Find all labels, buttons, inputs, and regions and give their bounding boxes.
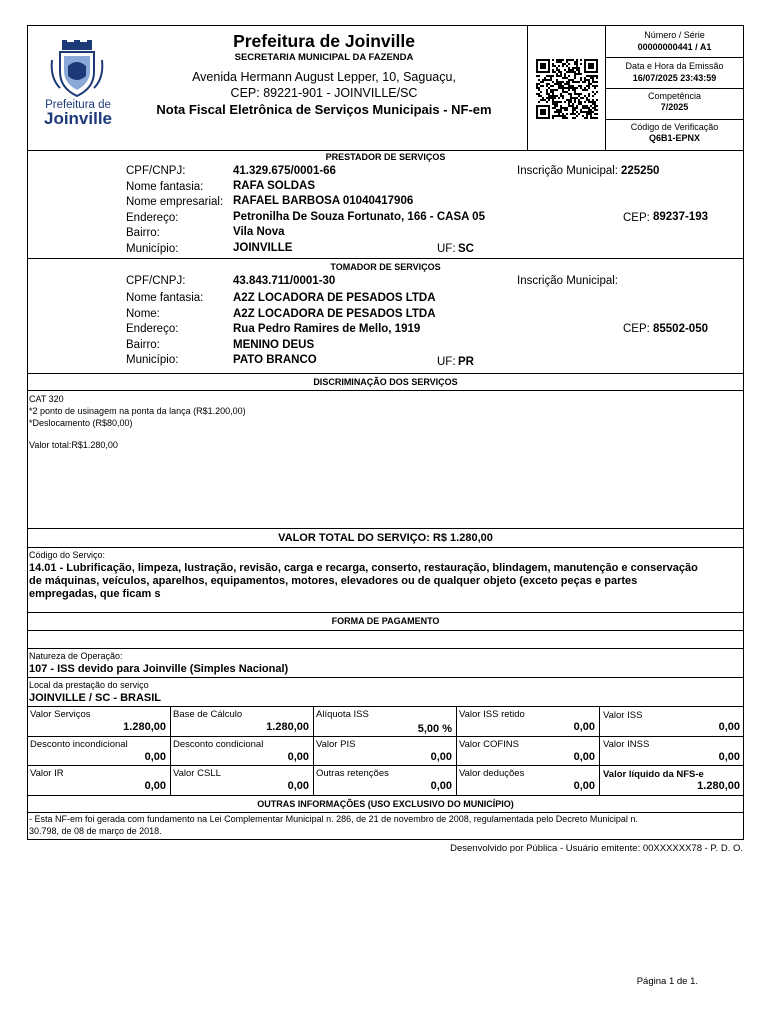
- header-subtitle: SECRETARIA MUNICIPAL DA FAZENDA: [234, 52, 414, 63]
- valor-csll-value: 0,00: [287, 780, 309, 792]
- data-emissao-value: 16/07/2025 23:43:59: [632, 73, 717, 83]
- discriminacao-section-title: DISCRIMINAÇÃO DOS SERVIÇOS: [313, 377, 458, 387]
- desconto-condicional-value: 0,00: [287, 751, 309, 763]
- outras-retencoes-label: Outras retenções: [316, 768, 389, 779]
- document-title: Nota Fiscal Eletrônica de Serviços Municipais - NF-em: [156, 102, 492, 117]
- header-title: Prefeitura de Joinville: [233, 31, 415, 51]
- codigo-verificacao-value: Q6B1-EPNX: [648, 133, 701, 143]
- valor-total-servico: VALOR TOTAL DO SERVIÇO: R$ 1.280,00: [278, 532, 493, 544]
- valor-pis-value: 0,00: [430, 751, 452, 763]
- outras-informacoes-line1: - Esta NF-em foi gerada com fundamento na Lei Complementar Municipal n. 286, de 21 de novembro de 2008, regulamentada pelo Decreto Municipal n.: [29, 814, 638, 824]
- tomador-endereco-label: Endereço:: [126, 323, 179, 335]
- valor-cofins-value: 0,00: [573, 751, 595, 763]
- prestador-fantasia-value: RAFA SOLDAS: [233, 180, 315, 192]
- footer-developer: Desenvolvido por Pública - Usuário emitente: 00XXXXXX78 - P. D. O.: [450, 843, 743, 854]
- tomador-cpf-label: CPF/CNPJ:: [126, 275, 186, 287]
- discriminacao-line4: Valor total:R$1.280,00: [29, 440, 118, 450]
- prestador-endereco-label: Endereço:: [126, 212, 179, 224]
- prestador-im-label: Inscrição Municipal:: [517, 165, 618, 177]
- qr-code: [536, 59, 598, 119]
- header-address-line1: Avenida Hermann August Lepper, 10, Saguaçu,: [192, 70, 456, 84]
- codigo-servico-line3: empregadas, que ficam s: [29, 588, 161, 600]
- aliquota-iss-label: Alíquota ISS: [316, 709, 369, 720]
- valor-iss-retido-value: 0,00: [573, 721, 595, 733]
- outras-informacoes-section-title: OUTRAS INFORMAÇÕES (USO EXCLUSIVO DO MUNICÍPIO): [257, 799, 514, 809]
- tomador-uf-label: UF:: [437, 356, 456, 368]
- base-calculo-label: Base de Cálculo: [173, 709, 243, 720]
- prestador-bairro-label: Bairro:: [126, 227, 160, 239]
- prestador-im-value: 225250: [621, 165, 660, 177]
- tomador-cep-label: CEP:: [623, 323, 650, 335]
- prestador-section-title: PRESTADOR DE SERVIÇOS: [325, 152, 446, 162]
- prestador-bairro-value: Vila Nova: [233, 226, 285, 238]
- tomador-endereco-value: Rua Pedro Ramires de Mello, 1919: [233, 323, 421, 335]
- data-emissao-label: Data e Hora da Emissão: [625, 61, 724, 71]
- logo-text-line2: Joinville: [43, 109, 113, 128]
- valor-pis-label: Valor PIS: [316, 739, 356, 750]
- codigo-verificacao-label: Código de Verificação: [630, 122, 719, 132]
- tomador-cpf-value: 43.843.711/0001-30: [233, 275, 336, 287]
- natureza-operacao-value: 107 - ISS devido para Joinville (Simples Nacional): [29, 663, 289, 675]
- natureza-operacao-label: Natureza de Operação:: [29, 651, 123, 661]
- prestador-municipio-value: JOINVILLE: [233, 242, 293, 254]
- prestador-cpf-value: 41.329.675/0001-66: [233, 165, 336, 177]
- competencia-label: Competência: [647, 91, 702, 101]
- tomador-nome-label: Nome:: [126, 308, 160, 320]
- base-calculo-value: 1.280,00: [266, 721, 309, 733]
- tomador-fantasia-value: A2Z LOCADORA DE PESADOS LTDA: [233, 292, 436, 304]
- tomador-municipio-label: Município:: [126, 354, 179, 366]
- valor-servicos-value: 1.280,00: [123, 721, 166, 733]
- tomador-uf-value: PR: [458, 356, 474, 368]
- tomador-nome-value: A2Z LOCADORA DE PESADOS LTDA: [233, 308, 436, 320]
- prestador-cep-label: CEP:: [623, 212, 650, 224]
- desconto-condicional-label: Desconto condicional: [173, 739, 264, 750]
- tomador-section-title: TOMADOR DE SERVIÇOS: [330, 262, 441, 272]
- valor-ir-label: Valor IR: [30, 768, 64, 779]
- competencia-value: 7/2025: [660, 102, 689, 112]
- desconto-incondicional-label: Desconto incondicional: [30, 739, 128, 750]
- city-coat-of-arms-icon: [48, 38, 106, 100]
- local-prestacao-label: Local da prestação do serviço: [29, 680, 149, 690]
- valor-liquido-value: 1.280,00: [697, 780, 740, 792]
- desconto-incondicional-value: 0,00: [144, 751, 166, 763]
- codigo-servico-line1: 14.01 - Lubrificação, limpeza, lustração, revisão, carga e recarga, conserto, restauração, blindagem, manutenção e conservação: [29, 562, 698, 574]
- numero-serie-label: Número / Série: [644, 30, 705, 40]
- tomador-bairro-value: MENINO DEUS: [233, 339, 315, 351]
- valor-deducoes-label: Valor deduções: [459, 768, 525, 779]
- forma-pagamento-section-title: FORMA DE PAGAMENTO: [331, 616, 440, 626]
- prestador-municipio-label: Município:: [126, 243, 179, 255]
- logo-text-line1: Prefeitura de: [45, 99, 111, 111]
- valor-cofins-label: Valor COFINS: [459, 739, 520, 750]
- valor-ir-value: 0,00: [144, 780, 166, 792]
- prestador-uf-value: SC: [458, 243, 474, 255]
- header-address-line2: CEP: 89221-901 - JOINVILLE/SC: [230, 86, 418, 100]
- prestador-cpf-label: CPF/CNPJ:: [126, 165, 186, 177]
- codigo-servico-label: Código do Serviço:: [29, 550, 106, 560]
- prestador-empresarial-value: RAFAEL BARBOSA 01040417906: [233, 195, 414, 207]
- tomador-cep-value: 85502-050: [653, 323, 708, 335]
- tomador-fantasia-label: Nome fantasia:: [126, 292, 204, 304]
- codigo-servico-line2: de máquinas, veículos, aparelhos, equipamentos, motores, elevadores ou de qualquer objeto (exceto peças e partes: [29, 575, 638, 587]
- discriminacao-line3: *Deslocamento (R$80,00): [29, 418, 133, 428]
- tomador-bairro-label: Bairro:: [126, 339, 160, 351]
- prestador-empresarial-label: Nome empresarial:: [126, 196, 224, 208]
- valor-inss-label: Valor INSS: [603, 739, 650, 750]
- prestador-fantasia-label: Nome fantasia:: [126, 181, 204, 193]
- prestador-uf-label: UF:: [437, 243, 456, 255]
- footer-page-number: Página 1 de 1.: [636, 976, 698, 987]
- discriminacao-line2: *2 ponto de usinagem na ponta da lança (R$1.200,00): [29, 406, 246, 416]
- outras-informacoes-line2: 30.798, de 08 de março de 2018.: [29, 826, 162, 836]
- valor-iss-retido-label: Valor ISS retido: [459, 709, 525, 720]
- outras-retencoes-value: 0,00: [430, 780, 452, 792]
- valor-csll-label: Valor CSLL: [173, 768, 221, 779]
- valor-deducoes-value: 0,00: [573, 780, 595, 792]
- valor-iss-label: Valor ISS: [603, 710, 643, 721]
- valor-iss-value: 0,00: [718, 721, 740, 733]
- local-prestacao-value: JOINVILLE / SC - BRASIL: [29, 692, 162, 704]
- numero-serie-value: 00000000441 / A1: [637, 42, 712, 52]
- prestador-endereco-value: Petronilha De Souza Fortunato, 166 - CASA 05: [233, 211, 485, 223]
- aliquota-iss-value: 5,00 %: [417, 723, 452, 735]
- tomador-im-label: Inscrição Municipal:: [517, 275, 618, 287]
- tomador-municipio-value: PATO BRANCO: [233, 354, 317, 366]
- valor-liquido-label: Valor líquido da NFS-e: [603, 769, 704, 780]
- prestador-cep-value: 89237-193: [653, 211, 708, 223]
- valor-inss-value: 0,00: [718, 751, 740, 763]
- valor-servicos-label: Valor Serviços: [30, 709, 91, 720]
- discriminacao-line1: CAT 320: [29, 394, 64, 404]
